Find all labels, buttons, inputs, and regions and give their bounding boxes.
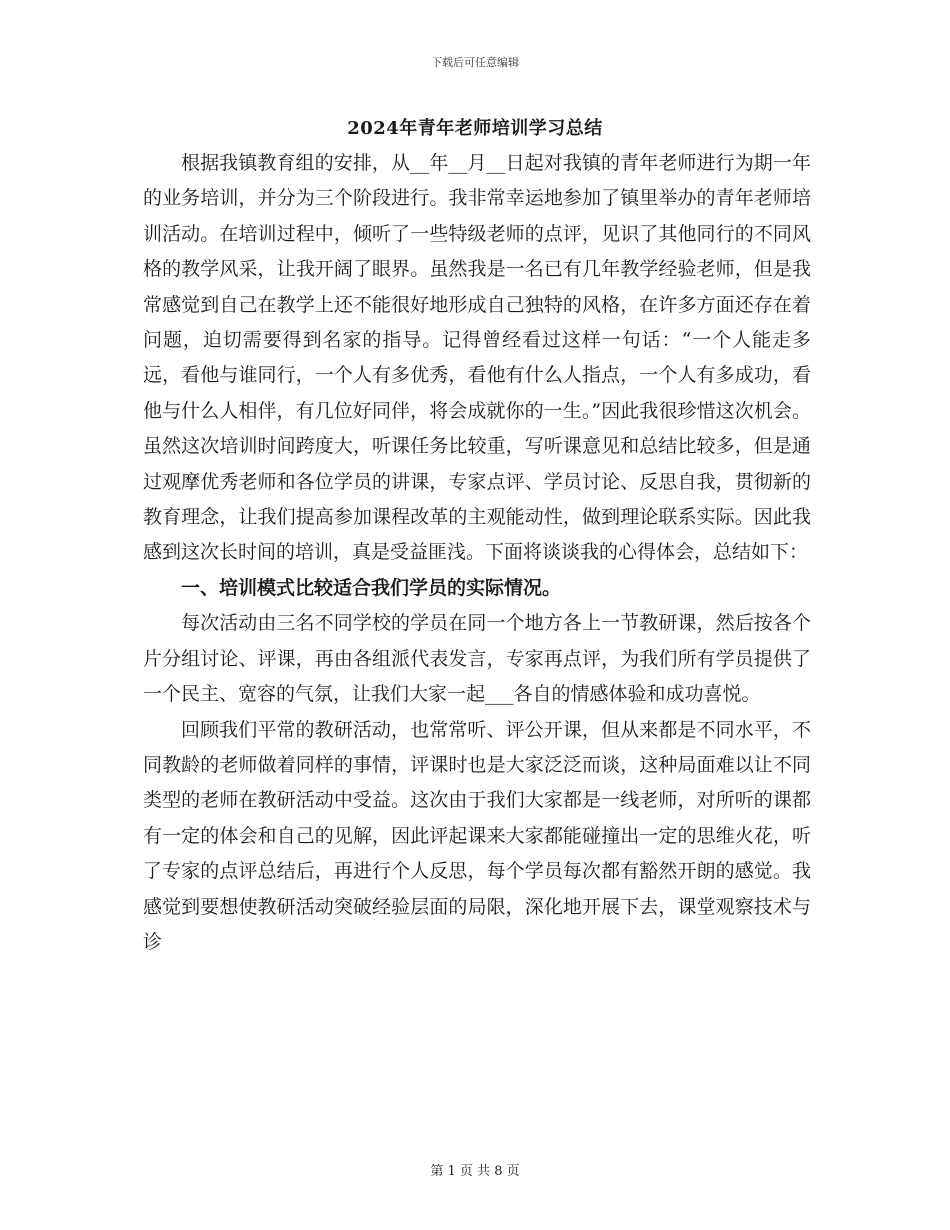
document-title: 2024年青年老师培训学习总结 [347,118,603,139]
paragraph-activity-format: 每次活动由三名不同学校的学员在同一个地方各上一节教研课，然后按各个片分组讨论、评课，再由各组派代表发言，专家再点评，为我们所有学员提供了一个民主、宽容的气氛，让我们大家一起___各自的情感体验和成功喜悦。 [143,612,811,706]
paragraph-intro: 根据我镇教育组的安排，从__年__月__日起对我镇的青年老师进行为期一年的业务培训，并分为三个阶段进行。我非常幸运地参加了镇里举办的青年老师培训活动。在培训过程中，倾听了一些特级老师的点评，见识了其他同行的不同风格的教学风采，让我开阔了眼界。虽然我是一名已有几年教学经验老师，但是我常感觉到自己在教学上还不能很好地形成自己独特的风格，在许多方面还存在着问题，迫切需要得到名家的指导。记得曾经看过这样一句话：“一个人能走多远，看他与谁同行，一个人有多优秀，看他有什么人指点，一个人有多成功，看他与什么人相伴，有几位好同伴，将会成就你的一生。”因此我很珍惜这次机会。虽然这次培训时间跨度大，听课任务比较重，写听课意见和总结比较多，但是通过观摩优秀老师和各位学员的讲课，专家点评、学员讨论、反思自我，贯彻新的教育理念，让我们提高参加课程改革的主观能动性，做到理论联系实际。因此我感到这次长时间的培训，真是受益匪浅。下面将谈谈我的心得体会，总结如下： [143,152,811,564]
document-body [143,146,811,960]
header-note: 下载后可任意编辑 [431,56,519,69]
paragraph-review: 回顾我们平常的教研活动，也常常听、评公开课，但从来都是不同水平，不同教龄的老师做着同样的事情，评课时也是大家泛泛而谈，这种局面难以让不同类型的老师在教研活动中受益。这次由于我们大家都是一线老师，对所听的课都有一定的体会和自己的见解，因此评起课来大家都能碰撞出一定的思维火花，听了专家的点评总结后，再进行个人反思，每个学员每次都有豁然开朗的感觉。我感觉到要想使教研活动突破经验层面的局限，深化地开展下去，课堂观察技术与诊 [143,718,811,953]
section-heading-1: 一、培训模式比较适合我们学员的实际情况。 [181,576,562,599]
page-number: 第 1 页 共 8 页 [430,1164,520,1179]
